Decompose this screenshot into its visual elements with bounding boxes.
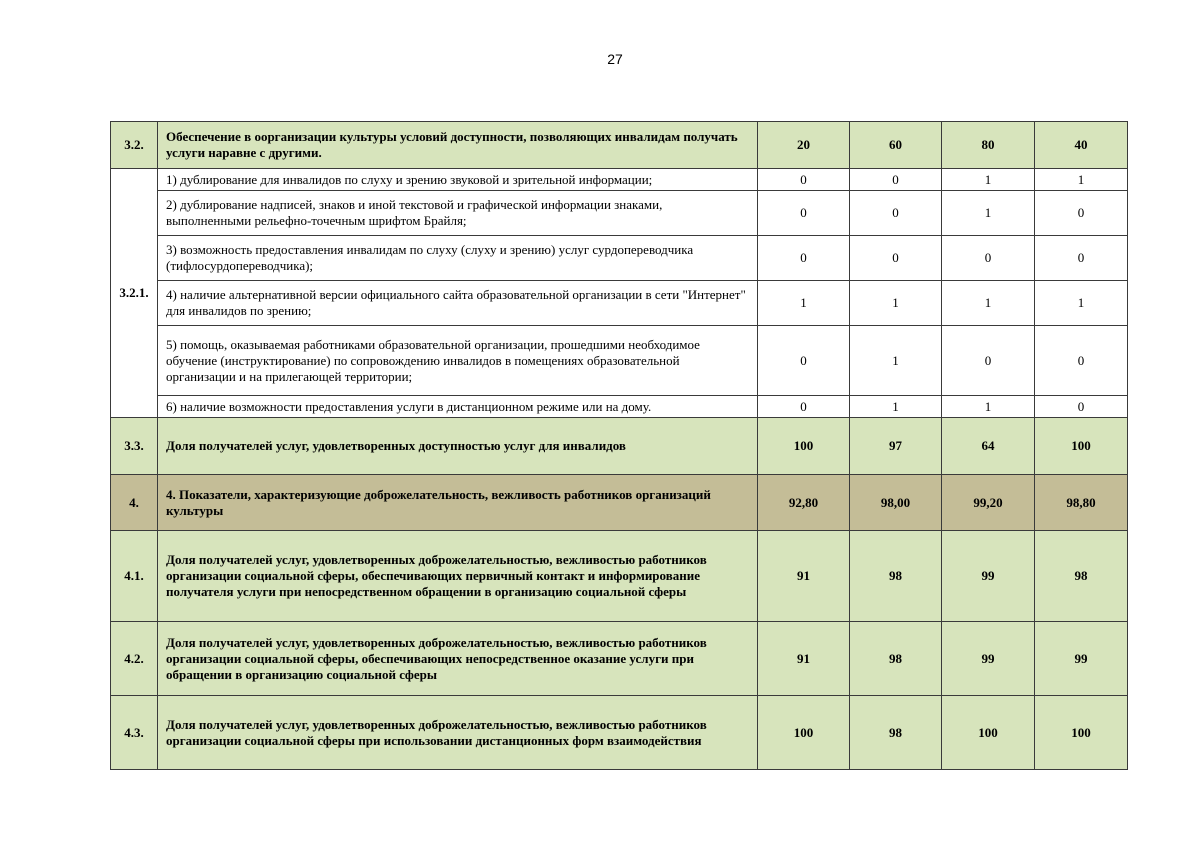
subitem-text: 6) наличие возможности предоставления услуги в дистанционном режиме или на дому. (158, 396, 758, 418)
row-title: 4. Показатели, характеризующие доброжелательность, вежливость работников организаций культуры (158, 475, 758, 531)
row-title: Доля получателей услуг, удовлетворенных доброжелательностью, вежливостью работников организации социальной сферы, обеспечивающих первичный контакт и информирование получателя услуги при непосредственном обращении в организацию социальной сферы (158, 531, 758, 622)
value-cell: 1 (942, 191, 1035, 236)
subitem-text: 4) наличие альтернативной версии официального сайта образовательной организации в сети "Интернет" для инвалидов по зрению; (158, 281, 758, 326)
value-cell: 99,20 (942, 475, 1035, 531)
value-cell: 0 (850, 191, 942, 236)
value-cell: 98 (850, 531, 942, 622)
value-cell: 98 (1035, 531, 1128, 622)
value-cell: 0 (758, 169, 850, 191)
table-row-3-2-1-item-3 (111, 236, 1128, 281)
subitem-text: 2) дублирование надписей, знаков и иной текстовой и графической информации знаками, выполненными рельефно-точечным шрифтом Брайля; (158, 191, 758, 236)
row-title: Доля получателей услуг, удовлетворенных доброжелательностью, вежливостью работников организации социальной сферы при использовании дистанционных форм взаимодействия (158, 696, 758, 770)
value-cell: 60 (850, 122, 942, 169)
table-row-4-3 (111, 696, 1128, 770)
value-cell: 1 (850, 396, 942, 418)
value-cell: 0 (758, 326, 850, 396)
value-cell: 20 (758, 122, 850, 169)
value-cell: 40 (1035, 122, 1128, 169)
table-row-3-2-1-item-1 (111, 169, 1128, 191)
row-number: 3.2. (111, 122, 158, 169)
value-cell: 100 (758, 418, 850, 475)
row-number: 4.3. (111, 696, 158, 770)
value-cell: 98,80 (1035, 475, 1128, 531)
value-cell: 99 (1035, 622, 1128, 696)
value-cell: 1 (942, 169, 1035, 191)
table-row-4 (111, 475, 1128, 531)
subitem-text: 1) дублирование для инвалидов по слуху и зрению звуковой и зрительной информации; (158, 169, 758, 191)
value-cell: 97 (850, 418, 942, 475)
value-cell: 98 (850, 622, 942, 696)
value-cell: 1 (850, 281, 942, 326)
value-cell: 0 (1035, 191, 1128, 236)
table-row-3-3 (111, 418, 1128, 475)
value-cell: 92,80 (758, 475, 850, 531)
value-cell: 91 (758, 531, 850, 622)
table-row-4-1 (111, 531, 1128, 622)
row-number: 4. (111, 475, 158, 531)
value-cell: 0 (942, 326, 1035, 396)
subitem-text: 5) помощь, оказываемая работниками образовательной организации, прошедшими необходимое обучение (инструктирование) по сопровождению инвалидов в помещениях образовательной организации и на прилегающей территории; (158, 326, 758, 396)
table-row-3-2 (111, 122, 1128, 169)
row-number: 4.2. (111, 622, 158, 696)
table-row-3-2-1-item-6 (111, 396, 1128, 418)
value-cell: 0 (850, 236, 942, 281)
subitem-text: 3) возможность предоставления инвалидам по слуху (слуху и зрению) услуг сурдопереводчика (тифлосурдопереводчика); (158, 236, 758, 281)
value-cell: 0 (1035, 326, 1128, 396)
value-cell: 98 (850, 696, 942, 770)
table-row-3-2-1-item-5 (111, 326, 1128, 396)
table-row-3-2-1-item-4 (111, 281, 1128, 326)
value-cell: 0 (942, 236, 1035, 281)
table-row-3-2-1-item-2 (111, 191, 1128, 236)
value-cell: 100 (942, 696, 1035, 770)
row-title: Обеспечение в оорганизации культуры условий доступности, позволяющих инвалидам получать услуги наравне с другими. (158, 122, 758, 169)
value-cell: 1 (942, 396, 1035, 418)
value-cell: 100 (758, 696, 850, 770)
value-cell: 98,00 (850, 475, 942, 531)
row-number: 3.2.1. (111, 169, 158, 418)
row-title: Доля получателей услуг, удовлетворенных доступностью услуг для инвалидов (158, 418, 758, 475)
value-cell: 0 (758, 236, 850, 281)
value-cell: 1 (1035, 169, 1128, 191)
value-cell: 100 (1035, 418, 1128, 475)
row-number: 4.1. (111, 531, 158, 622)
value-cell: 1 (850, 326, 942, 396)
table-row-4-2 (111, 622, 1128, 696)
value-cell: 99 (942, 622, 1035, 696)
value-cell: 1 (942, 281, 1035, 326)
page-number: 27 (607, 51, 623, 67)
value-cell: 1 (1035, 281, 1128, 326)
value-cell: 0 (850, 169, 942, 191)
value-cell: 100 (1035, 696, 1128, 770)
indicators-table (110, 121, 1128, 770)
value-cell: 1 (758, 281, 850, 326)
value-cell: 0 (1035, 396, 1128, 418)
value-cell: 80 (942, 122, 1035, 169)
value-cell: 0 (758, 191, 850, 236)
value-cell: 99 (942, 531, 1035, 622)
row-title: Доля получателей услуг, удовлетворенных доброжелательностью, вежливостью работников организации социальной сферы, обеспечивающих непосредственное оказание услуги при обращении в организацию социальной сферы (158, 622, 758, 696)
value-cell: 64 (942, 418, 1035, 475)
value-cell: 0 (758, 396, 850, 418)
row-number: 3.3. (111, 418, 158, 475)
value-cell: 91 (758, 622, 850, 696)
value-cell: 0 (1035, 236, 1128, 281)
